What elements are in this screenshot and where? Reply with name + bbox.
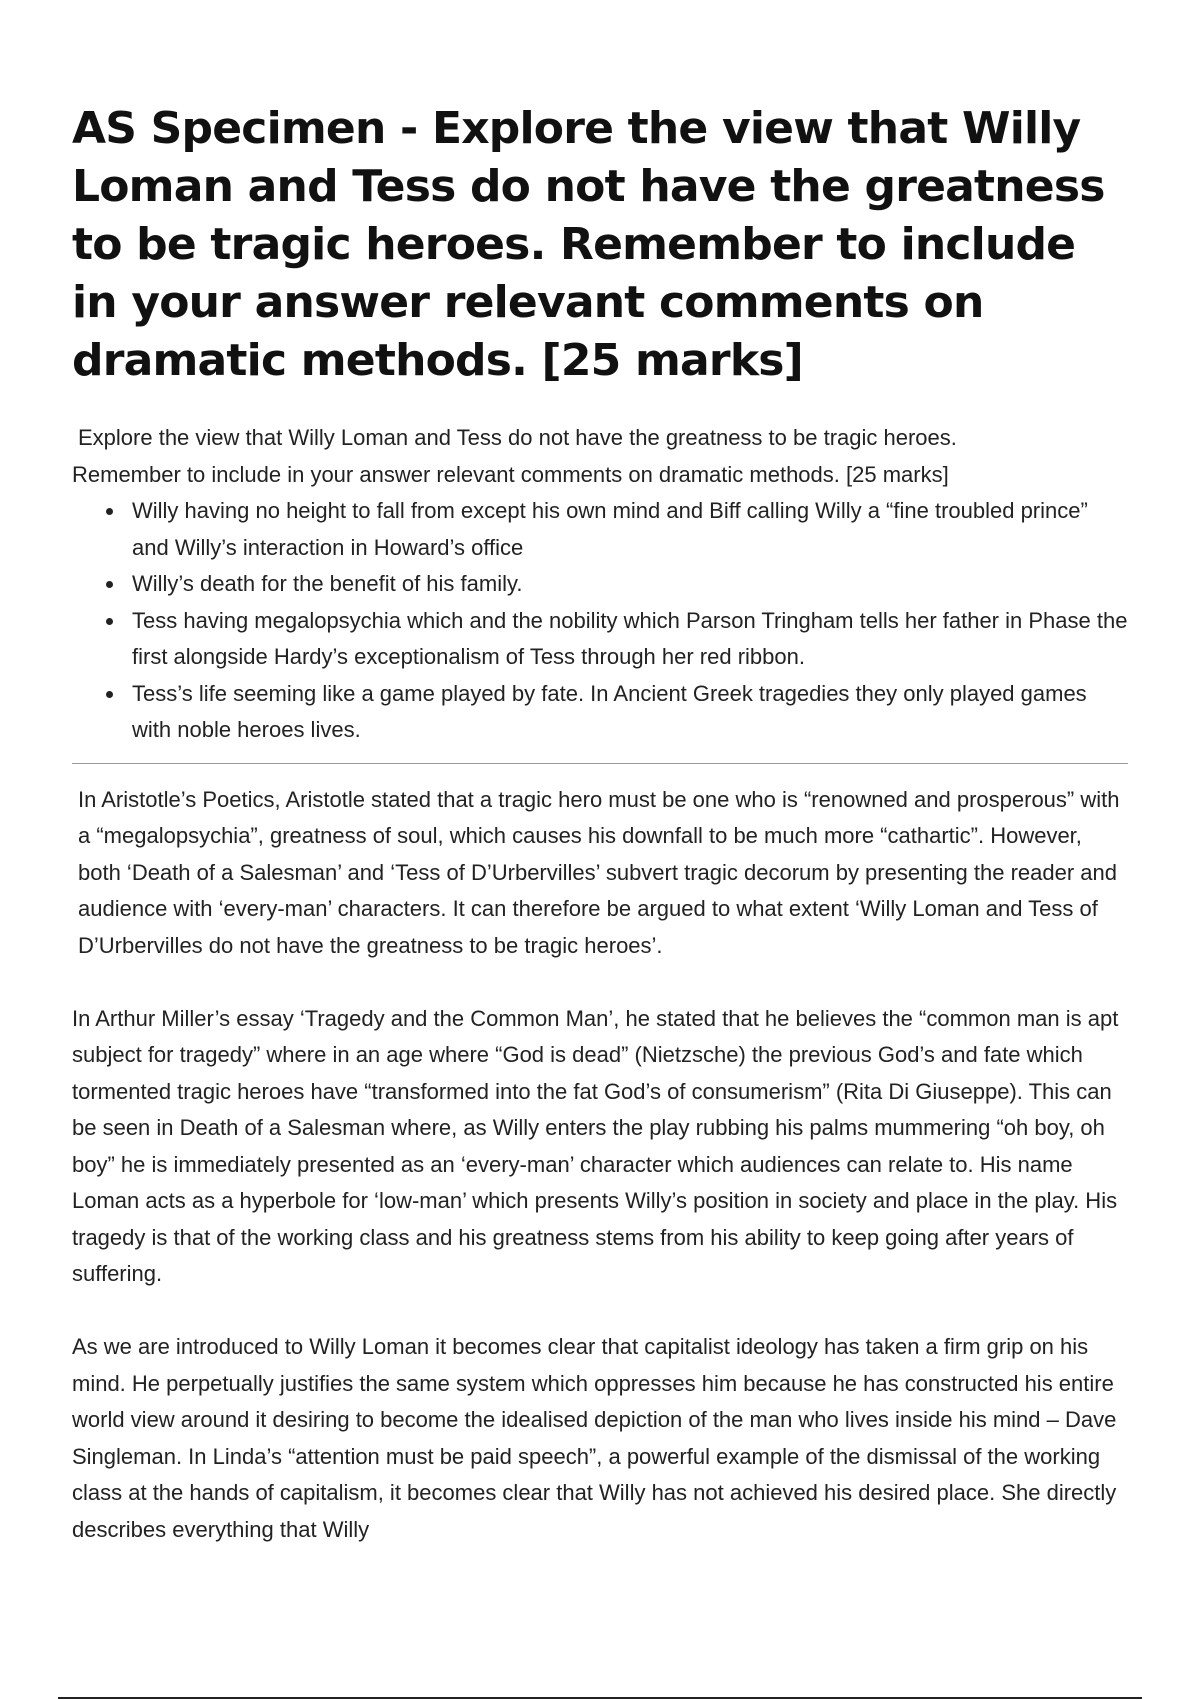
essay-paragraph-1: In Aristotle’s Poetics, Aristotle stated that a tragic hero must be one who is “renowned and prosperous” with a “megalopsychia”, greatness of soul, which causes his downfall to be much more “cathartic”. However, both ‘Death of a Salesman’ and ‘Tess of D’Urbervilles’ subvert tragic decorum by presenting the reader and audience with ‘every-man’ characters. It can therefore be argued to what extent ‘Willy Loman and Tess of D’Urbervilles do not have the greatness to be tragic heroes’. [78,786,1120,958]
essay-paragraph-2: In Arthur Miller’s essay ‘Tragedy and the Common Man’, he stated that he believes the “common man is apt subject for tragedy” where in an age where “God is dead” (Nietzsche) the previous God’s and fate which tormented tragic heroes have “transformed into the fat God’s of consumerism” (Rita Di Giuseppe). This can be seen in Death of a Salesman where, as Willy enters the play rubbing his palms mummering “oh boy, oh boy” he is immediately presented as an ‘every-man’ character which audiences can relate to. His name Loman acts as a hyperbole for ‘low-man’ which presents Willy’s position in society and place in the play. His tragedy is that of the working class and his greatness stems from his ability to keep going after years of suffering. [72,1005,1119,1286]
question-intro-line-1: Explore the view that Willy Loman and Tess do not have the greatness to be tragic heroes. [78,425,957,450]
page-bottom-divider [58,1697,1142,1699]
section-divider [72,763,1128,764]
question-intro-line-2: Remember to include in your answer relevant comments on dramatic methods. [25 marks] [72,461,949,487]
document-page [72,100,1128,1585]
list-item: Tess’s life seeming like a game played by fate. In Ancient Greek tragedies they only played games with noble heroes lives. [132,676,1128,749]
list-item: Tess having megalopsychia which and the nobility which Parson Tringham tells her father in Phase the first alongside Hardy’s exceptionalism of Tess through her red ribbon. [132,603,1128,676]
essay-paragraph-3: As we are introduced to Willy Loman it becomes clear that capitalist ideology has taken a firm grip on his mind. He perpetually justifies the same system which oppresses him because he has constructed his entire world view around it desiring to become the idealised depiction of the man who lives inside his mind – Dave Singleman. In Linda’s “attention must be paid speech”, a powerful example of the dismissal of the working class at the hands of capitalism, it becomes clear that Willy has not achieved his desired place. She directly describes everything that Willy [72,1334,1117,1542]
page-title: AS Specimen - Explore the view that Willy Loman and Tess do not have the greatness to be tragic heroes. Remember to include in your answer relevant comments on dramatic methods. [25 marks] [72,103,1105,386]
list-item: Willy having no height to fall from except his own mind and Biff calling Willy a “fine troubled prince” and Willy’s interaction in Howard’s office [132,493,1128,566]
plan-bullet-list [72,493,1128,749]
question-intro [72,420,1128,493]
list-item: Willy’s death for the benefit of his family. [132,566,1128,603]
